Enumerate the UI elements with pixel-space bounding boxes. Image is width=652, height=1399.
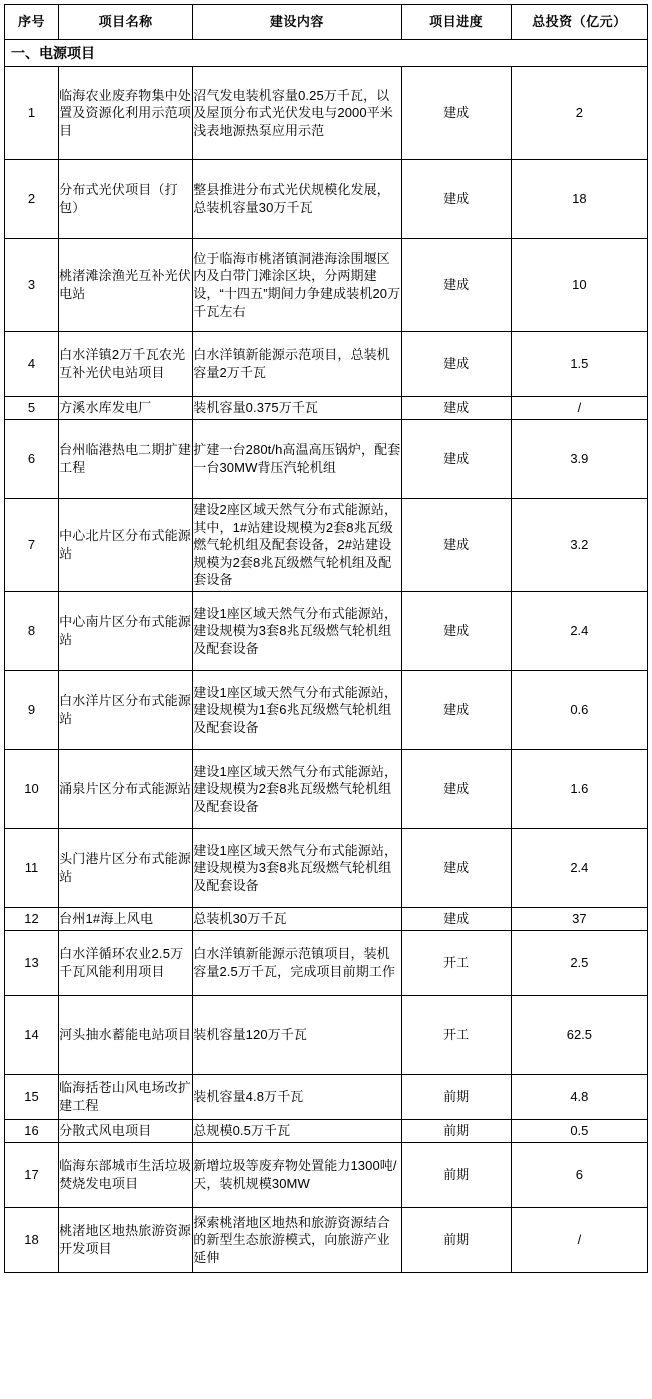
cell-desc: 白水洋镇新能源示范镇项目，装机容量2.5万千瓦，完成项目前期工作 bbox=[193, 931, 401, 996]
cell-investment: 2.5 bbox=[511, 931, 647, 996]
table-row bbox=[5, 996, 648, 1075]
cell-name: 临海括苍山风电场改扩建工程 bbox=[59, 1075, 193, 1120]
table-row bbox=[5, 592, 648, 671]
column-header-no: 序号 bbox=[5, 5, 59, 40]
section-row bbox=[5, 40, 648, 67]
section-title: 一、电源项目 bbox=[5, 40, 648, 67]
cell-name: 桃渚滩涂渔光互补光伏电站 bbox=[59, 239, 193, 332]
table-body bbox=[5, 40, 648, 1273]
cell-no: 12 bbox=[5, 908, 59, 931]
cell-no: 1 bbox=[5, 67, 59, 160]
cell-investment: 10 bbox=[511, 239, 647, 332]
cell-investment: 37 bbox=[511, 908, 647, 931]
cell-name: 白水洋循环农业2.5万千瓦风能利用项目 bbox=[59, 931, 193, 996]
cell-investment: 2.4 bbox=[511, 829, 647, 908]
cell-desc: 建设1座区域天然气分布式能源站，建设规模为1套6兆瓦级燃气轮机组及配套设备 bbox=[193, 671, 401, 750]
cell-name: 分布式光伏项目（打包） bbox=[59, 160, 193, 239]
table-row bbox=[5, 332, 648, 397]
cell-no: 3 bbox=[5, 239, 59, 332]
cell-desc: 位于临海市桃渚镇洞港海涂围堰区内及白带门滩涂区块，分两期建设，“十四五”期间力争建成装机20万千瓦左右 bbox=[193, 239, 401, 332]
cell-name: 中心南片区分布式能源站 bbox=[59, 592, 193, 671]
cell-name: 分散式风电项目 bbox=[59, 1120, 193, 1143]
cell-desc: 总规模0.5万千瓦 bbox=[193, 1120, 401, 1143]
cell-progress: 建成 bbox=[401, 499, 511, 592]
cell-name: 桃渚地区地热旅游资源开发项目 bbox=[59, 1208, 193, 1273]
table-row bbox=[5, 750, 648, 829]
table-row bbox=[5, 1143, 648, 1208]
cell-no: 5 bbox=[5, 397, 59, 420]
cell-desc: 装机容量4.8万千瓦 bbox=[193, 1075, 401, 1120]
cell-investment: 4.8 bbox=[511, 1075, 647, 1120]
cell-name: 临海东部城市生活垃圾焚烧发电项目 bbox=[59, 1143, 193, 1208]
cell-desc: 建设2座区域天然气分布式能源站，其中，1#站建设规模为2套8兆瓦级燃气轮机组及配套设备，2#站建设规模为2套8兆瓦级燃气轮机组及配套设备 bbox=[193, 499, 401, 592]
cell-progress: 建成 bbox=[401, 592, 511, 671]
cell-investment: 18 bbox=[511, 160, 647, 239]
cell-name: 白水洋镇2万千瓦农光互补光伏电站项目 bbox=[59, 332, 193, 397]
cell-investment: 3.9 bbox=[511, 420, 647, 499]
cell-name: 河头抽水蓄能电站项目 bbox=[59, 996, 193, 1075]
cell-no: 2 bbox=[5, 160, 59, 239]
table-header-row bbox=[5, 5, 648, 40]
cell-progress: 建成 bbox=[401, 908, 511, 931]
column-header-desc: 建设内容 bbox=[193, 5, 401, 40]
table-header bbox=[5, 5, 648, 40]
cell-desc: 装机容量120万千瓦 bbox=[193, 996, 401, 1075]
cell-name: 台州临港热电二期扩建工程 bbox=[59, 420, 193, 499]
cell-desc: 整县推进分布式光伏规模化发展，总装机容量30万千瓦 bbox=[193, 160, 401, 239]
cell-name: 中心北片区分布式能源站 bbox=[59, 499, 193, 592]
cell-desc: 沼气发电装机容量0.25万千瓦，以及屋顶分布式光伏发电与2000平米浅表地源热泵应用示范 bbox=[193, 67, 401, 160]
cell-desc: 总装机30万千瓦 bbox=[193, 908, 401, 931]
cell-investment: 0.6 bbox=[511, 671, 647, 750]
cell-no: 6 bbox=[5, 420, 59, 499]
cell-progress: 建成 bbox=[401, 397, 511, 420]
cell-investment: 6 bbox=[511, 1143, 647, 1208]
table-row bbox=[5, 1120, 648, 1143]
cell-desc: 建设1座区域天然气分布式能源站，建设规模为3套8兆瓦级燃气轮机组及配套设备 bbox=[193, 592, 401, 671]
cell-progress: 开工 bbox=[401, 996, 511, 1075]
cell-progress: 建成 bbox=[401, 750, 511, 829]
cell-no: 17 bbox=[5, 1143, 59, 1208]
cell-progress: 前期 bbox=[401, 1120, 511, 1143]
table-row bbox=[5, 499, 648, 592]
table-row bbox=[5, 1208, 648, 1273]
table-row bbox=[5, 1075, 648, 1120]
projects-table bbox=[4, 4, 648, 1273]
cell-no: 16 bbox=[5, 1120, 59, 1143]
cell-desc: 新增垃圾等废弃物处置能力1300吨/天，装机规模30MW bbox=[193, 1143, 401, 1208]
column-header-name: 项目名称 bbox=[59, 5, 193, 40]
cell-progress: 前期 bbox=[401, 1075, 511, 1120]
table-row bbox=[5, 160, 648, 239]
table-row bbox=[5, 420, 648, 499]
cell-investment: 62.5 bbox=[511, 996, 647, 1075]
cell-progress: 建成 bbox=[401, 239, 511, 332]
cell-no: 13 bbox=[5, 931, 59, 996]
cell-no: 15 bbox=[5, 1075, 59, 1120]
cell-progress: 建成 bbox=[401, 332, 511, 397]
cell-progress: 建成 bbox=[401, 67, 511, 160]
cell-investment: 2 bbox=[511, 67, 647, 160]
table-row bbox=[5, 397, 648, 420]
column-header-investment: 总投资（亿元） bbox=[511, 5, 647, 40]
cell-investment: 3.2 bbox=[511, 499, 647, 592]
cell-name: 方溪水库发电厂 bbox=[59, 397, 193, 420]
cell-investment: / bbox=[511, 1208, 647, 1273]
cell-progress: 建成 bbox=[401, 829, 511, 908]
cell-desc: 扩建一台280t/h高温高压锅炉，配套一台30MW背压汽轮机组 bbox=[193, 420, 401, 499]
table-row bbox=[5, 931, 648, 996]
cell-progress: 前期 bbox=[401, 1143, 511, 1208]
cell-desc: 装机容量0.375万千瓦 bbox=[193, 397, 401, 420]
cell-investment: 2.4 bbox=[511, 592, 647, 671]
cell-name: 台州1#海上风电 bbox=[59, 908, 193, 931]
cell-no: 11 bbox=[5, 829, 59, 908]
cell-investment: 1.6 bbox=[511, 750, 647, 829]
cell-no: 9 bbox=[5, 671, 59, 750]
cell-progress: 建成 bbox=[401, 160, 511, 239]
cell-name: 白水洋片区分布式能源站 bbox=[59, 671, 193, 750]
cell-name: 头门港片区分布式能源站 bbox=[59, 829, 193, 908]
cell-progress: 开工 bbox=[401, 931, 511, 996]
column-header-progress: 项目进度 bbox=[401, 5, 511, 40]
table-row bbox=[5, 671, 648, 750]
table-row bbox=[5, 67, 648, 160]
table-row bbox=[5, 239, 648, 332]
cell-no: 14 bbox=[5, 996, 59, 1075]
cell-name: 临海农业废弃物集中处置及资源化利用示范项目 bbox=[59, 67, 193, 160]
cell-investment: 1.5 bbox=[511, 332, 647, 397]
table-row bbox=[5, 908, 648, 931]
cell-no: 18 bbox=[5, 1208, 59, 1273]
cell-desc: 探索桃渚地区地热和旅游资源结合的新型生态旅游模式，向旅游产业延伸 bbox=[193, 1208, 401, 1273]
cell-desc: 建设1座区域天然气分布式能源站，建设规模为2套8兆瓦级燃气轮机组及配套设备 bbox=[193, 750, 401, 829]
cell-no: 4 bbox=[5, 332, 59, 397]
cell-investment: 0.5 bbox=[511, 1120, 647, 1143]
cell-no: 7 bbox=[5, 499, 59, 592]
cell-progress: 建成 bbox=[401, 420, 511, 499]
cell-no: 8 bbox=[5, 592, 59, 671]
cell-name: 涌泉片区分布式能源站 bbox=[59, 750, 193, 829]
cell-no: 10 bbox=[5, 750, 59, 829]
cell-desc: 建设1座区域天然气分布式能源站，建设规模为3套8兆瓦级燃气轮机组及配套设备 bbox=[193, 829, 401, 908]
cell-progress: 前期 bbox=[401, 1208, 511, 1273]
table-row bbox=[5, 829, 648, 908]
cell-investment: / bbox=[511, 397, 647, 420]
cell-progress: 建成 bbox=[401, 671, 511, 750]
cell-desc: 白水洋镇新能源示范项目，总装机容量2万千瓦 bbox=[193, 332, 401, 397]
